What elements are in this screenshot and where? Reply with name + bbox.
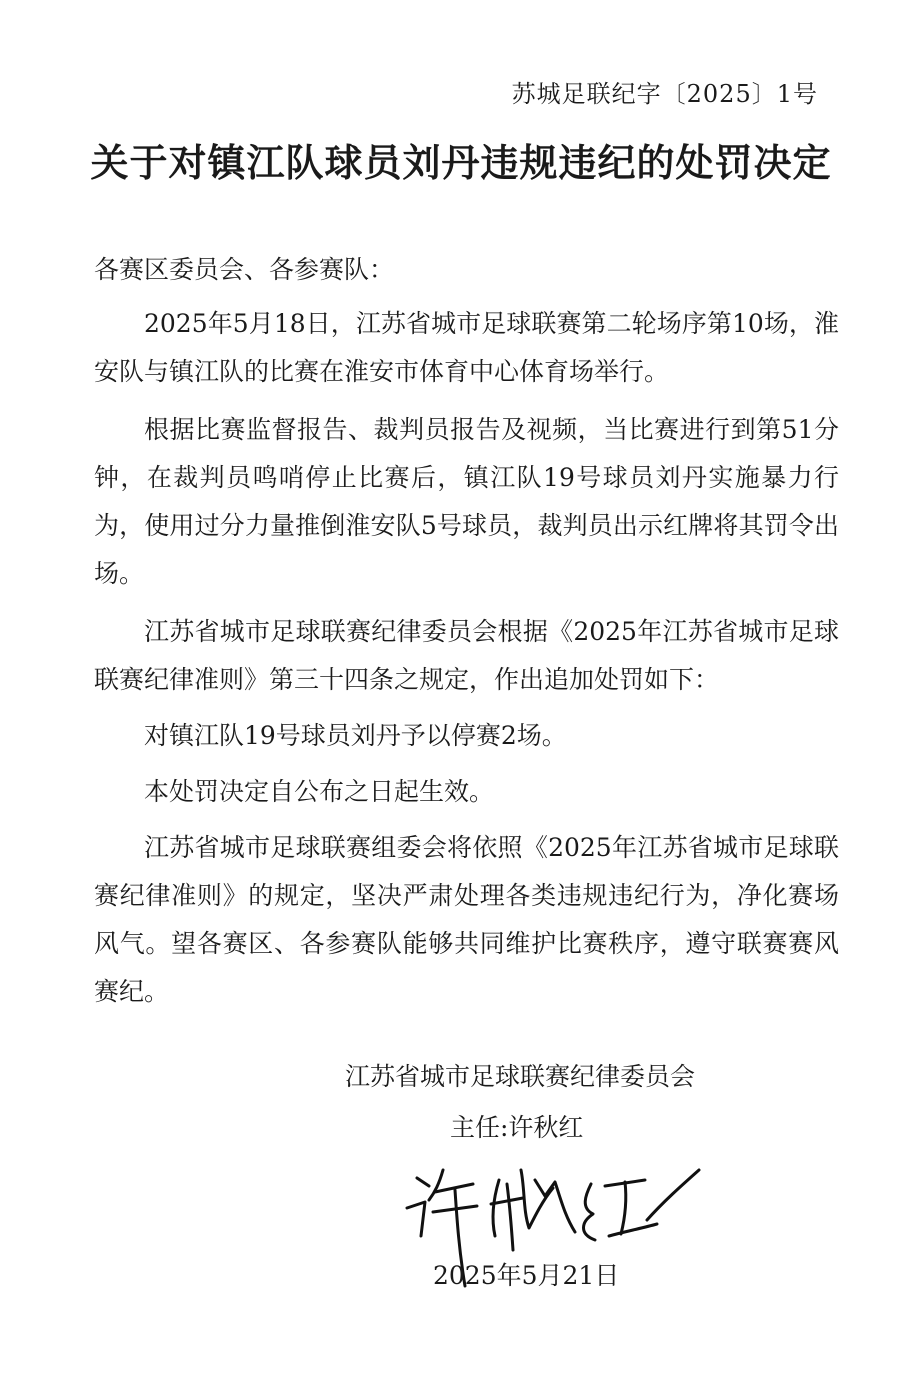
document-title: 关于对镇江队球员刘丹违规违纪的处罚决定 bbox=[90, 140, 832, 185]
signing-organization: 江苏省城市足球联赛纪律委员会 bbox=[345, 1062, 696, 1091]
signing-person: 主任:许秋红 bbox=[450, 1113, 584, 1142]
paragraph-closing: 江苏省城市足球联赛组委会将依照《2025年江苏省城市足球联赛纪律准则》的规定，坚决严肃处理各类违规违纪行为，净化赛场风气。望各赛区、各参赛队能够共同维护比赛秩序，遵守联赛赛风赛纪。 bbox=[94, 833, 839, 1006]
paragraph-incident: 根据比赛监督报告、裁判员报告及视频，当比赛进行到第51分钟，在裁判员鸣哨停止比赛后，镇江队19号球员刘丹实施暴力行为，使用过分力量推倒淮安队5号球员，裁判员出示红牌将其罚令出场。 bbox=[94, 415, 839, 588]
paragraph-match-info: 2025年5月18日，江苏省城市足球联赛第二轮场序第10场，淮安队与镇江队的比赛在淮安市体育中心体育场举行。 bbox=[94, 309, 839, 386]
paragraph-penalty: 对镇江队19号球员刘丹予以停赛2场。 bbox=[144, 721, 567, 750]
paragraph-effective: 本处罚决定自公布之日起生效。 bbox=[144, 777, 495, 806]
signing-date: 2025年5月21日 bbox=[433, 1261, 620, 1290]
document-body bbox=[94, 246, 839, 1026]
document-number: 苏城足联纪字〔2025〕1号 bbox=[511, 80, 818, 108]
paragraph-basis: 江苏省城市足球联赛纪律委员会根据《2025年江苏省城市足球联赛纪律准则》第三十四条之规定，作出追加处罚如下： bbox=[94, 617, 839, 694]
salutation: 各赛区委员会、各参赛队： bbox=[94, 255, 395, 284]
